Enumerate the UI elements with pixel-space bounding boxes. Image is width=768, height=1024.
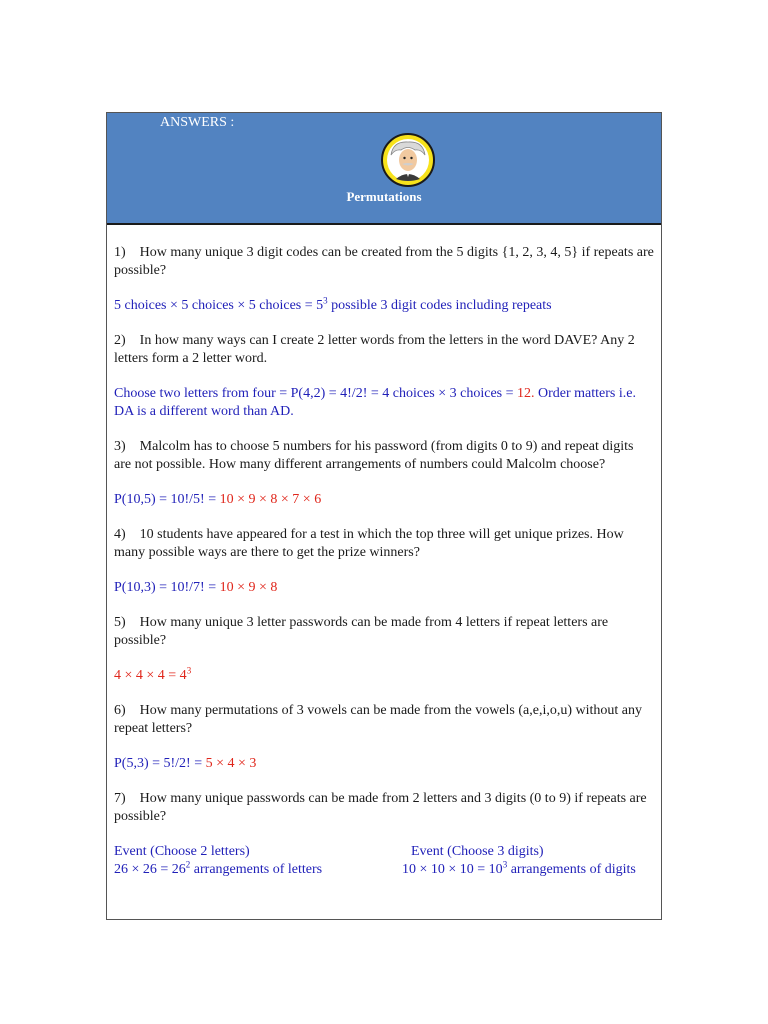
answer-4 bbox=[114, 579, 654, 597]
answer-2 bbox=[114, 385, 654, 421]
card-header bbox=[107, 113, 661, 225]
event-result bbox=[402, 861, 636, 879]
question-text: How many unique passwords can be made from 2 letters and 3 digits (0 to 9) if repeats are possible? bbox=[114, 791, 647, 824]
question-number: 7) bbox=[114, 791, 126, 806]
answer-card bbox=[106, 112, 662, 920]
topic-title: Permutations bbox=[346, 189, 422, 204]
question-text: Malcolm has to choose 5 numbers for his password (from digits 0 to 9) and repeat digits are not possible. How many different arrangements of numbers could Malcolm choose? bbox=[114, 439, 634, 472]
question-1 bbox=[114, 244, 654, 280]
event-base: 26 × 26 = 26 bbox=[114, 862, 186, 877]
question-4 bbox=[114, 526, 654, 562]
question-text: How many unique 3 letter passwords can be made from 4 letters if repeat letters are possible? bbox=[114, 615, 609, 648]
question-6 bbox=[114, 702, 654, 738]
einstein-logo-icon bbox=[381, 133, 435, 187]
event-title: Event (Choose 2 letters) bbox=[114, 844, 250, 859]
event-rest: arrangements of letters bbox=[190, 862, 323, 877]
question-number: 3) bbox=[114, 439, 126, 454]
event-base: 10 × 10 × 10 = 10 bbox=[402, 862, 503, 877]
event-exponent: 2 bbox=[185, 859, 191, 870]
answer-formula: P(10,5) = 10!/5! = bbox=[114, 492, 220, 507]
answer-text: 5 choices × 5 choices × 5 choices = 5 bbox=[114, 298, 324, 313]
event-title: Event (Choose 3 digits) bbox=[411, 844, 544, 859]
question-5 bbox=[114, 614, 654, 650]
question-2 bbox=[114, 332, 654, 368]
answer-6 bbox=[114, 755, 654, 773]
question-text: In how many ways can I create 2 letter words from the letters in the word DAVE? Any 2 letters form a 2 letter word. bbox=[114, 333, 635, 366]
answer-7-digits bbox=[402, 843, 636, 879]
answer-3 bbox=[114, 491, 654, 509]
question-7 bbox=[114, 790, 654, 826]
answer-7 bbox=[114, 843, 654, 879]
answer-text: 4 × 4 × 4 = 4 bbox=[114, 668, 187, 683]
question-text: 10 students have appeared for a test in which the top three will get unique prizes. How many possible ways are there to get the prize winners? bbox=[114, 527, 624, 560]
answer-text: Choose two letters from four = P(4,2) = 4!/2! = 4 choices × 3 choices = bbox=[114, 386, 518, 401]
answer-formula: P(10,3) = 10!/7! = bbox=[114, 580, 220, 595]
answer-5 bbox=[114, 667, 654, 685]
question-number: 2) bbox=[114, 333, 126, 348]
questions-list bbox=[114, 244, 654, 879]
answer-text-rest: possible 3 digit codes including repeats bbox=[327, 298, 552, 313]
answer-7-letters bbox=[114, 843, 402, 879]
question-number: 1) bbox=[114, 245, 126, 260]
question-number: 4) bbox=[114, 527, 126, 542]
event-exponent: 3 bbox=[502, 859, 508, 870]
question-3 bbox=[114, 438, 654, 474]
event-result bbox=[114, 861, 402, 879]
answer-1 bbox=[114, 297, 654, 315]
question-number: 6) bbox=[114, 703, 126, 718]
answer-exponent: 3 bbox=[323, 295, 328, 306]
answers-label: ANSWERS : bbox=[160, 115, 235, 130]
answer-highlight: 12. bbox=[517, 386, 535, 401]
question-text: How many unique 3 digit codes can be created from the 5 digits {1, 2, 3, 4, 5} if repeats are possible? bbox=[114, 245, 654, 278]
question-number: 5) bbox=[114, 615, 126, 630]
answer-formula: P(5,3) = 5!/2! = bbox=[114, 756, 206, 771]
event-rest: arrangements of digits bbox=[507, 862, 636, 877]
answer-result: 5 × 4 × 3 bbox=[205, 756, 257, 771]
answer-result: 10 × 9 × 8 × 7 × 6 bbox=[219, 492, 322, 507]
answer-text-rest: Order matters i.e. DA is a different word than AD. bbox=[114, 386, 636, 419]
question-text: How many permutations of 3 vowels can be made from the vowels (a,e,i,o,u) without any repeat letters? bbox=[114, 703, 642, 736]
answer-exponent: 3 bbox=[186, 665, 192, 676]
answer-result: 10 × 9 × 8 bbox=[219, 580, 278, 595]
